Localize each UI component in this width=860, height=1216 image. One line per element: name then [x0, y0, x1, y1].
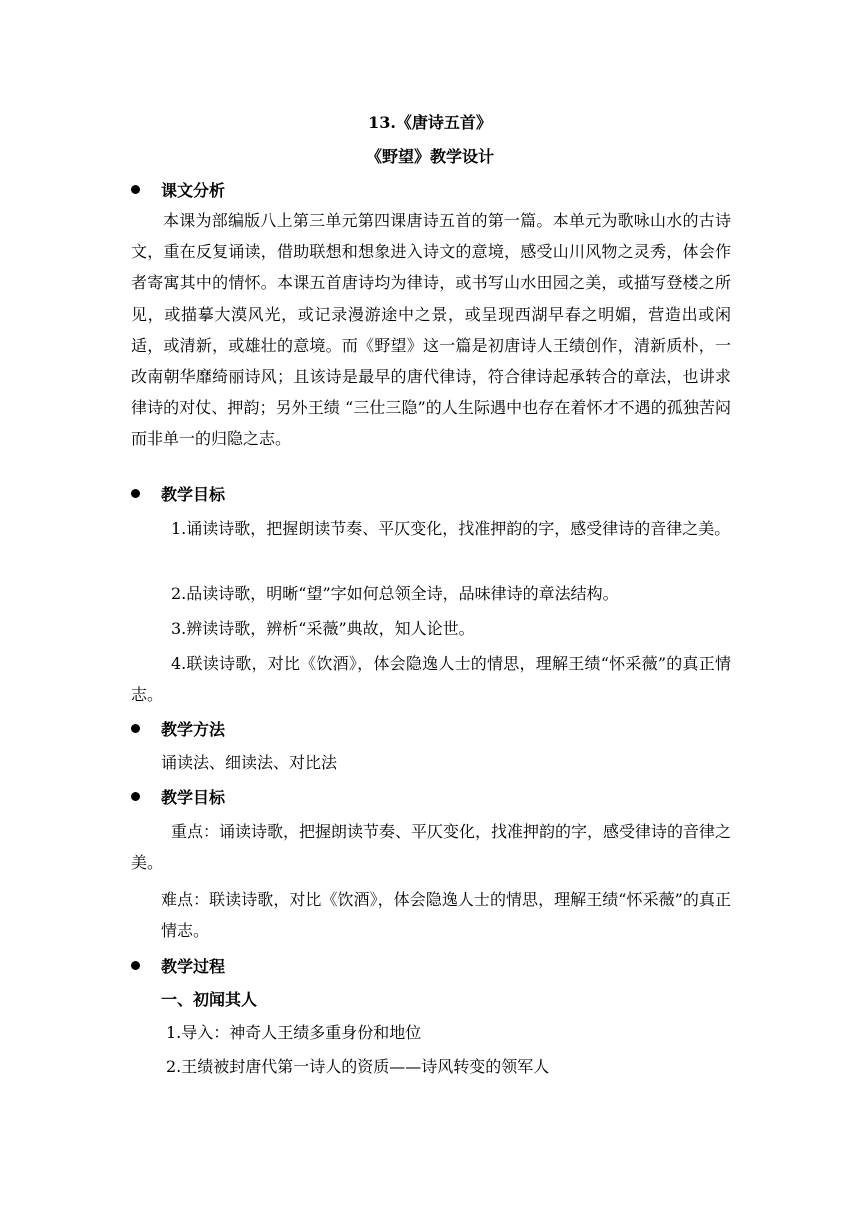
process-item-1: 1.导入：神奇人王绩多重身份和地位: [166, 1023, 422, 1042]
goal-item-2: 2.品读诗歌，明晰“望”字如何总领全诗，品味律诗的章法结构。: [171, 584, 619, 603]
document-title: 13.《唐诗五首》: [368, 113, 492, 132]
bullet-icon: [131, 961, 140, 970]
document-subtitle: 《野望》教学设计: [365, 147, 494, 166]
goal-item-3: 3.辨读诗歌，辨析“采薇”典故，知人论世。: [171, 619, 475, 638]
process-item-2: 2.王绩被封唐代第一诗人的资质——诗风转变的领军人: [166, 1057, 550, 1076]
bullet-icon: [131, 185, 140, 194]
bullet-icon: [131, 489, 140, 498]
bullet-icon: [131, 792, 140, 801]
section-label: 教学方法: [161, 720, 226, 739]
goal-item-1: 1.诵读诗歌，把握朗读节奏、平仄变化，找准押韵的字，感受律诗的音律之美。: [171, 519, 731, 538]
section-label: 课文分析: [161, 181, 226, 200]
key-point: 重点：诵读诗歌，把握朗读节奏、平仄变化，找准押韵的字，感受律诗的音律之美。: [131, 822, 732, 873]
section-label: 教学目标: [161, 485, 226, 504]
methods-text: 诵读法、细读法、对比法: [161, 753, 338, 772]
goal-item-4: 4.联读诗歌，对比《饮酒》，体会隐逸人士的情思，理解王绩“怀采薇”的真正情志。: [131, 654, 731, 705]
analysis-paragraph: 本课为部编版八上第三单元第四课唐诗五首的第一篇。本单元为歌咏山水的古诗文，重在反复诵读，借助联想和想象进入诗文的意境，感受山川风物之灵秀，体会作者寄寓其中的情怀。本课五首唐诗均为律诗，或书写山水田园之美，或描写登楼之所见，或描摹大漠风光，或记录漫游途中之景，或呈现西湖早春之明媚，营造出或闲适，或清新，或雄壮的意境。而《野望》这一篇是初唐诗人王绩创作，清新质朴，一改南朝华靡绮丽诗风；且该诗是最早的唐代律诗，符合律诗起承转合的章法，也讲求律诗的对仗、押韵；另外王绩 “三仕三隐”的人生际遇中也存在着怀才不遇的孤独苦闷而非单一的归隐之志。: [131, 211, 731, 449]
process-subheading: 一、初闻其人: [161, 990, 258, 1009]
bullet-icon: [131, 724, 140, 733]
section-label: 教学过程: [161, 957, 226, 976]
difficult-point: 难点：联读诗歌，对比《饮酒》，体会隐逸人士的情思，理解王绩“怀采薇”的真正情志。: [161, 890, 731, 941]
section-label: 教学目标: [161, 788, 226, 807]
